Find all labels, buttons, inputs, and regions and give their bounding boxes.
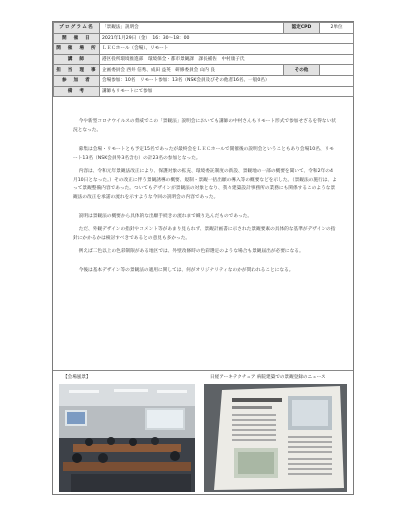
paragraph: 募集は会場・リモートとも予定15名であったが最終会をＬＥＣホールで開催後の説明会ということもあり会場10名、リモート13名（NSK会員外3名含む）の計23名の参加となった。	[73, 146, 334, 161]
paragraph: ただ、外観デザインの指針やコメント等があまり見られず、景観計画書に示された景観要素の具体的な基準がデザインの指針にかかるかは検討すべきであるとの意見も多かった。	[73, 227, 336, 242]
paragraph: 内容は、令和元年景観法改正により、保護対象の拡充、環境委託制度の新設、景観地の一部の概要を聞いて、令和2年の4月10日となった。）その改正に伴う景観誘導の概要、規制・景観一括出願の導入等の概要などを示した。（景観法の施行は、よって景観整備内容であった。ついてもデザインが景観法の対象となり、我々建築設計事務所の業務にも関係するこのような景観法の改正を承諾の流れを示すような今回の説明会の内容であった。	[73, 168, 337, 201]
label-program: プログラム名	[54, 23, 100, 34]
row-director	[54, 65, 354, 76]
value-date: 2021年1月29日（金） 16：30～18：00	[100, 33, 354, 44]
paragraph: 今後は基本デザイン等の景観法の適用に関しては、何がオリジナリティなのかが問われることになる。	[78, 267, 294, 273]
row-notes	[54, 86, 354, 97]
photo-section	[53, 370, 353, 495]
value-other	[320, 65, 354, 76]
row-date	[54, 33, 354, 44]
value-program: 「景観法」説明会	[100, 23, 284, 34]
value-lecturer: 港区役所環境推進部 環境保全・都市景観課 課長補佐 中村康子氏	[100, 54, 354, 65]
value-notes: 講師もリモートにて参加	[100, 86, 354, 97]
row-participants	[54, 75, 354, 86]
venue-photo	[59, 384, 195, 492]
label-cpd: 認定CPD	[284, 23, 320, 34]
label-lecturer: 講 師	[54, 54, 100, 65]
label-notes: 備 考	[54, 86, 100, 97]
paragraph: 説明は景観法の概要から具体的な出願手続きの流れまで織り込んだものであった。	[78, 214, 253, 220]
label-venue: 開 催 場 所	[54, 44, 100, 55]
report-sheet	[52, 21, 354, 495]
label-date: 開 催 日	[54, 33, 100, 44]
label-director: 担 当 理 事	[54, 65, 100, 76]
header-table	[53, 22, 354, 97]
label-other: その他	[284, 65, 320, 76]
label-participants: 参 加 者	[54, 75, 100, 86]
row-program	[54, 23, 354, 34]
value-cpd: 2単位	[320, 23, 354, 34]
venue-photo-caption: 【会場風景】	[63, 375, 91, 380]
article-photo	[204, 384, 347, 492]
paragraph: 今や新型コロナウイルスの脅威でこの「景観法」説明会においても講師の中村さんもリモート形式で参加せざるを得ない状況となった。	[73, 119, 336, 133]
row-venue	[54, 44, 354, 55]
article-photo-caption: 日経アーキテクチュア 病院建築での景観登録のニュース	[210, 375, 326, 380]
value-venue: ＬＥＣホール（会場）、リモート	[100, 44, 354, 55]
value-participants: 会場参加：10名 リモート参加：13名（NSK会員及びその他者16名、一般0名）	[100, 75, 354, 86]
report-body	[73, 118, 337, 280]
value-director: 企画委員会 西井 信秀、成田 益英 研修委員会 山内 良	[100, 65, 284, 76]
row-lecturer	[54, 54, 354, 65]
paragraph: 例えば二色以上の色彩制限がある地区では、外壁改修時の色彩選定のような場合も景観届出が必要になる。	[78, 248, 304, 254]
